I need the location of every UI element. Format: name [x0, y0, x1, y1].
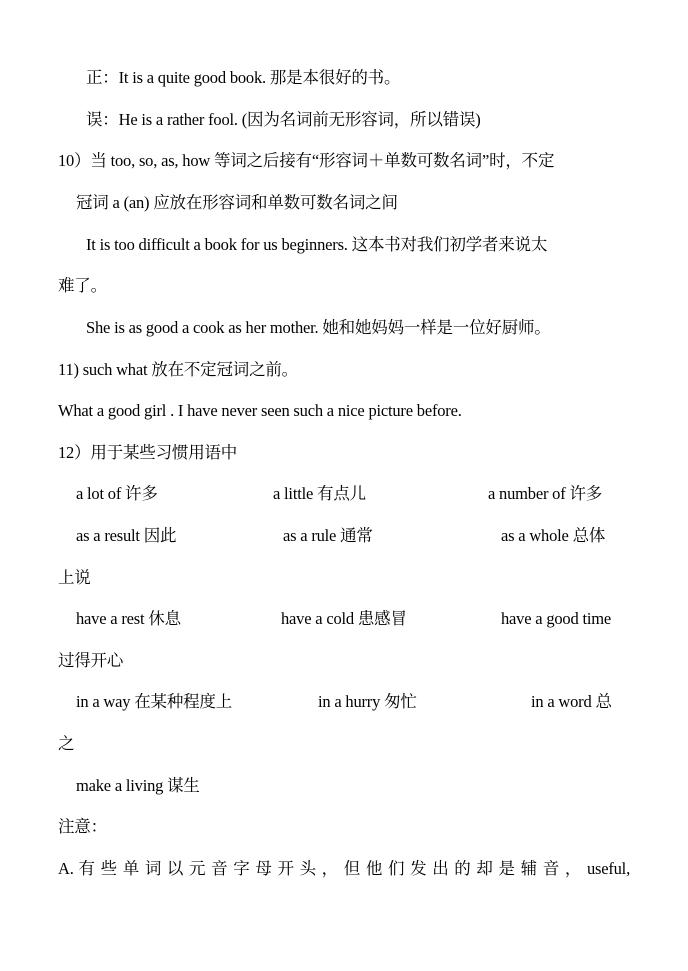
idiom-a-number-of: a number of 许多 — [488, 484, 603, 503]
wrong-example: 误：He is a rather fool. (因为名词前无形容词，所以错误) — [86, 110, 481, 129]
rule-11: 11) such what 放在不定冠词之前。 — [58, 360, 298, 379]
rule-10-line-1: 10）当 too, so, as, how 等词之后接有“形容词＋单数可数名词”时，不定 — [58, 151, 555, 170]
idiom-in-a-hurry: in a hurry 匆忙 — [318, 692, 417, 711]
note-heading: 注意： — [58, 817, 107, 836]
idiom-have-a-good-time: have a good time — [501, 609, 611, 628]
idiom-as-a-rule: as a rule 通常 — [283, 526, 373, 545]
idiom-a-lot-of: a lot of 许多 — [76, 484, 158, 503]
idiom-row-3-wrap: 过得开心 — [58, 651, 124, 670]
idiom-in-a-word: in a word 总 — [531, 692, 612, 711]
correct-example: 正：It is a quite good book. 那是本很好的书。 — [86, 68, 401, 87]
idiom-make-a-living: make a living 谋生 — [76, 776, 200, 795]
example-10-1-line-2: 难了。 — [58, 276, 107, 295]
rule-10-line-2: 冠词 a (an) 应放在形容词和单数可数名词之间 — [76, 193, 398, 212]
idiom-row-4-wrap: 之 — [58, 734, 75, 753]
idiom-as-a-result: as a result 因此 — [76, 526, 177, 545]
example-11: What a good girl . I have never seen such a nice picture before. — [58, 401, 462, 420]
idiom-as-a-whole: as a whole 总体 — [501, 526, 606, 545]
idiom-row-2-wrap: 上说 — [58, 568, 91, 587]
idiom-in-a-way: in a way 在某种程度上 — [76, 692, 233, 711]
idiom-have-a-cold: have a cold 患感冒 — [281, 609, 407, 628]
example-10-1-line-1: It is too difficult a book for us beginners. 这本书对我们初学者来说太 — [86, 235, 548, 254]
example-10-2: She is as good a cook as her mother. 她和她妈妈一样是一位好厨师。 — [86, 318, 551, 337]
note-item-a: A. 有 些 单 词 以 元 音 字 母 开 头 ， 但 他 们 发 出 的 却 是 辅 音 ， useful, — [58, 859, 630, 878]
idiom-a-little: a little 有点儿 — [273, 484, 366, 503]
idiom-have-a-rest: have a rest 休息 — [76, 609, 181, 628]
rule-12: 12）用于某些习惯用语中 — [58, 443, 238, 462]
